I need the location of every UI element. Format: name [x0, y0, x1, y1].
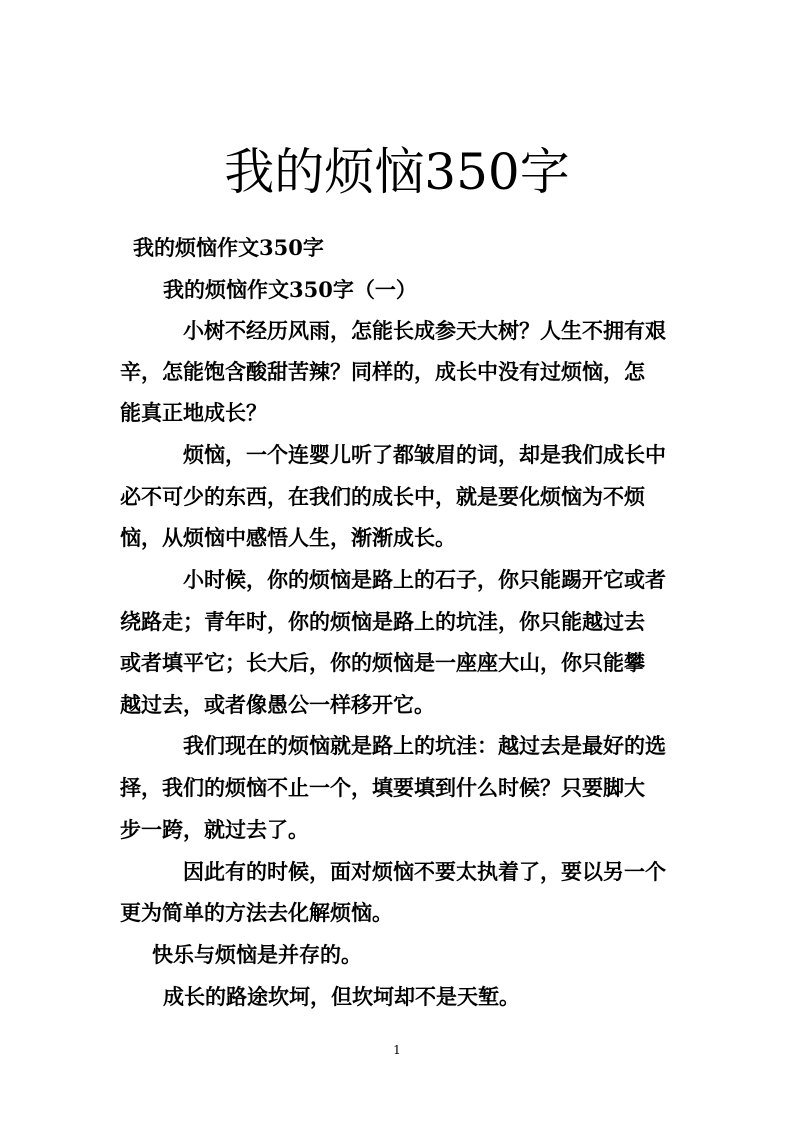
paragraph-line: 更为简单的方法去化解烦恼。 [120, 900, 393, 925]
closing-line: 快乐与烦恼是并存的。 [152, 942, 362, 967]
paragraph-line: 择，我们的烦恼不止一个，填要填到什么时候？只要脚大 [120, 775, 645, 800]
paragraph-line: 辛，怎能饱含酸甜苦辣？同样的，成长中没有过烦恼，怎 [120, 359, 645, 384]
paragraph-line: 或者填平它；长大后，你的烦恼是一座座大山，你只能攀 [120, 650, 645, 675]
section-heading: 我的烦恼作文350字（一） [163, 277, 417, 302]
paragraph-line: 步一跨，就过去了。 [120, 817, 309, 842]
closing-line: 成长的路途坎坷，但坎坷却不是天堑。 [163, 984, 520, 1009]
subtitle: 我的烦恼作文350字 [133, 235, 324, 260]
paragraph-line: 必不可少的东西，在我们的成长中，就是要化烦恼为不烦 [120, 484, 645, 509]
document-title: 我的烦恼350字 [224, 143, 570, 201]
paragraph-line: 我们现在的烦恼就是路上的坑洼：越过去是最好的选 [183, 733, 666, 758]
paragraph-line: 小树不经历风雨，怎能长成参天大树？人生不拥有艰 [183, 318, 666, 343]
paragraph-line: 绕路走；青年时，你的烦恼是路上的坑洼，你只能越过去 [120, 609, 645, 634]
paragraph-line: 恼，从烦恼中感悟人生，渐渐成长。 [120, 525, 456, 550]
paragraph-line: 小时候，你的烦恼是路上的石子，你只能踢开它或者 [183, 567, 666, 592]
paragraph-line: 越过去，或者像愚公一样移开它。 [120, 692, 435, 717]
paragraph-line: 能真正地成长？ [120, 400, 267, 425]
paragraph-line: 因此有的时候，面对烦恼不要太执着了，要以另一个 [183, 859, 666, 884]
paragraph-line: 烦恼，一个连婴儿听了都皱眉的词，却是我们成长中 [183, 442, 666, 467]
page-number: 1 [393, 1043, 401, 1057]
